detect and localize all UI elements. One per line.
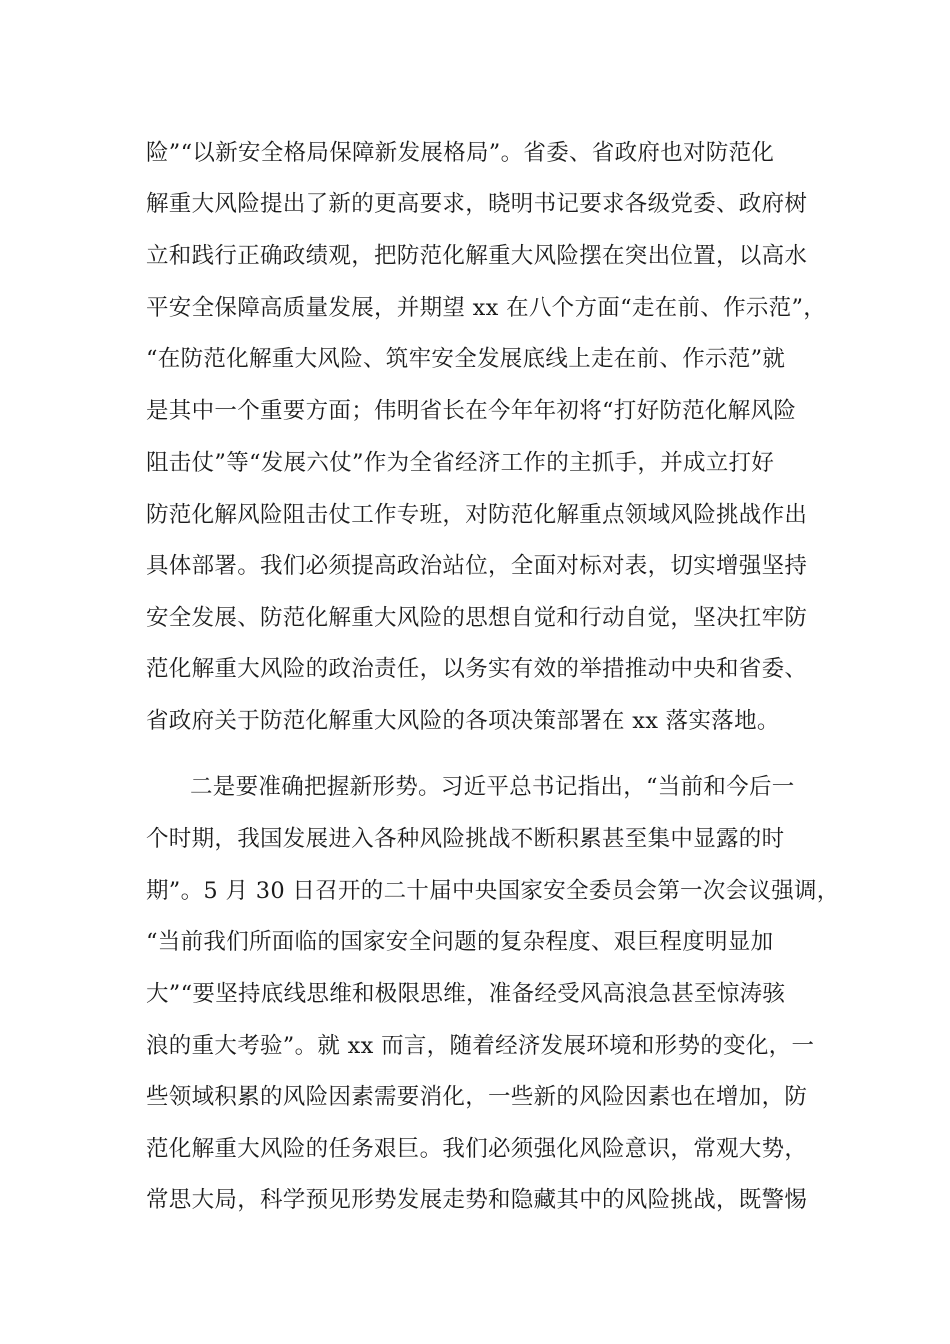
text-line: 浪的重大考验”。就 xx 而言，随着经济发展环境和形势的变化，一: [146, 1033, 815, 1059]
text-line: 期”。5 月 30 日召开的二十届中央国家安全委员会第一次会议强调，: [146, 878, 840, 904]
text-line: “在防范化解重大风险、筑牢安全发展底线上走在前、作示范”就: [146, 346, 786, 372]
text-line: 范化解重大风险的政治责任，以务实有效的举措推动中央和省委、: [146, 656, 808, 682]
text-line: 省政府关于防范化解重大风险的各项决策部署在 xx 落实落地。: [146, 708, 780, 734]
text-line: 立和践行正确政绩观，把防范化解重大风险摆在突出位置，以高水: [146, 243, 808, 269]
text-line: 安全发展、防范化解重大风险的思想自觉和行动自觉，坚决扛牢防: [146, 605, 808, 631]
text-line: 大”“要坚持底线思维和极限思维，准备经受风高浪急甚至惊涛骇: [146, 981, 786, 1007]
text-line: 防范化解风险阻击仗工作专班，对防范化解重点领域风险挑战作出: [146, 502, 808, 528]
text-line: 常思大局，科学预见形势发展走势和隐藏其中的风险挑战，既警惕: [146, 1187, 808, 1213]
text-line: 阻击仗”等“发展六仗”作为全省经济工作的主抓手，并成立打好: [146, 450, 775, 476]
text-line: 是其中一个重要方面；伟明省长在今年年初将“打好防范化解风险: [146, 398, 797, 424]
text-line: 个时期，我国发展进入各种风险挑战不断积累甚至集中显露的时: [146, 826, 785, 852]
text-line: “当前我们所面临的国家安全问题的复杂程度、艰巨程度明显加: [146, 929, 774, 955]
text-line: 险”“以新安全格局保障新发展格局”。省委、省政府也对防范化: [146, 140, 775, 166]
text-line: 平安全保障高质量发展，并期望 xx 在八个方面“走在前、作示范”，: [146, 295, 827, 321]
text-line: 些领域积累的风险因素需要消化，一些新的风险因素也在增加，防: [146, 1084, 808, 1110]
paragraph-first-line: 二是要准确把握新形势。习近平总书记指出，“当前和今后一: [190, 774, 795, 800]
text-line: 范化解重大风险的任务艰巨。我们必须强化风险意识，常观大势，: [146, 1136, 808, 1162]
text-line: 具体部署。我们必须提高政治站位，全面对标对表，切实增强坚持: [146, 553, 808, 579]
text-line: 解重大风险提出了新的更高要求，晓明书记要求各级党委、政府树: [146, 191, 808, 217]
